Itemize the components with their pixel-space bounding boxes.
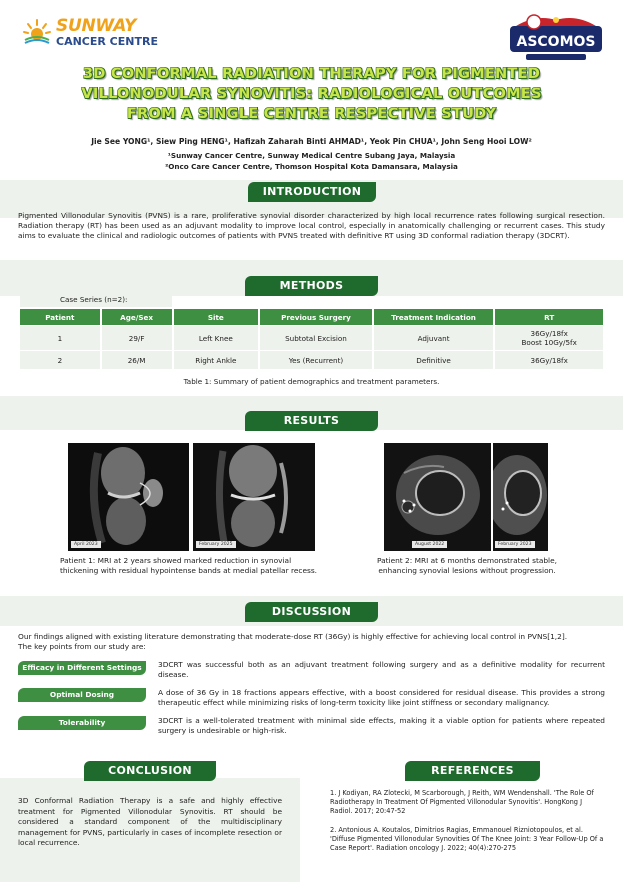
poster-title: [40, 64, 583, 124]
references-heading: REFERENCES: [405, 761, 540, 781]
discussion-intro-line-1: Our findings aligned with existing literature demonstrating that moderate-dose RT (36Gy) is highly effective for achieving local control in PVNS[1,2].: [18, 632, 568, 641]
col-previous-surgery: Previous Surgery: [260, 309, 372, 325]
patient1-caption-line-2: thickening with residual hypointense bands at medial patellar recess.: [60, 566, 318, 575]
mri-date-label: February 2025: [196, 541, 236, 548]
patient2-caption: [364, 556, 570, 576]
keypoint-label-efficacy: Efficacy in Different Settings: [18, 661, 146, 675]
discussion-intro: [18, 632, 605, 652]
keypoint-text-efficacy: 3DCRT was successful both as an adjuvant treatment following surgery and as a definitive modality for recurrent disease.: [158, 660, 605, 679]
patient1-caption-line-1: Patient 1: MRI at 2 years showed marked reduction in synovial: [60, 556, 292, 565]
table-row: [20, 326, 603, 350]
title-line-2: VILLONODULAR SYNOVITIS: RADIOLOGICAL OUTCOMES: [81, 85, 542, 102]
mri-patient1-before: [68, 443, 189, 551]
mri-date-label: February 2023: [495, 541, 535, 548]
cell-indication: Definitive: [374, 351, 494, 369]
sunway-logo: [22, 14, 182, 50]
mri-patient2-after: [493, 443, 548, 551]
results-heading: RESULTS: [245, 411, 378, 431]
cell-patient: 1: [20, 326, 100, 350]
cell-rt: [495, 326, 603, 350]
reference-item-2: 2. Antonious A. Koutalos, Dimitrios Ragias, Emmanouel Rizniotopoulos, et al. 'Diffuse Pigmented Villonodular Synovities Of The Knee Joint: 3 Year Follow-Up Of a Case Report'. Radiation oncology J. 2022; 40(4):270-275: [330, 826, 604, 852]
keypoint-label-tolerability: Tolerability: [18, 716, 146, 730]
table-caption: Table 1: Summary of patient demographics and treatment parameters.: [183, 377, 440, 386]
knee-mri-image: [193, 443, 315, 551]
cell-site: Right Ankle: [174, 351, 259, 369]
ascomos-logo: [506, 12, 606, 66]
discussion-heading: DISCUSSION: [245, 602, 378, 622]
cell-surgery: Yes (Recurrent): [260, 351, 372, 369]
mri-patient2-before: [384, 443, 491, 551]
title-line-3: FROM A SINGLE CENTRE RESPECTIVE STUDY: [126, 105, 497, 122]
rt-line-1: 36Gy/18fx: [530, 329, 568, 338]
cell-indication: Adjuvant: [374, 326, 494, 350]
keypoint-text-dosing: A dose of 36 Gy in 18 fractions appears effective, with a boost considered for residual disease. This provides a strong therapeutic effect while minimizing risks of long-term toxicity like joint stiffness or secondary malignancy.: [158, 688, 605, 707]
ankle-mri-image: [493, 443, 548, 551]
mri-date-label: August 2022: [412, 541, 447, 548]
cell-rt: 36Gy/18fx: [495, 351, 603, 369]
sunway-sun-icon: [22, 16, 52, 46]
ascomos-text: ASCOMOS: [516, 34, 596, 50]
cell-age-sex: 26/M: [102, 351, 172, 369]
patient2-caption-line-2: enhancing synovial lesions without progression.: [378, 566, 556, 575]
sunway-name: SUNWAY: [56, 16, 137, 36]
affiliation-1: ¹Sunway Cancer Centre, Sunway Medical Centre Subang Jaya, Malaysia: [167, 151, 456, 160]
discussion-intro-line-2: The key points from our study are:: [18, 642, 146, 651]
mri-patient1-after: [193, 443, 315, 551]
col-rt: RT: [495, 309, 603, 325]
intro-text: Pigmented Villonodular Synovitis (PVNS) is a rare, proliferative synovial disorder characterized by high local recurrence rates following surgical resection. Radiation therapy (RT) has been used as an adjuvant modality to improve local control, especially in anatomically challenging or recurrent cases. This study aims to evaluate the clinical and radiologic outcomes of patients with PVNS treated with definitive RT using 3D conformal radiation therapy (3DCRT).: [18, 211, 605, 240]
affiliation-2: ²Onco Care Cancer Centre, Thomson Hospital Kota Damansara, Malaysia: [165, 162, 458, 171]
reference-item-1: 1. J Kodiyan, RA Zlotecki, M Scarborough, J Reith, WM Wendenshall. 'The Role Of Radiotherapy In Treatment Of Pigmented Villonodular Synovitis'. HongKong J Radiol. 2017; 20:47-52: [330, 789, 594, 815]
intro-heading: INTRODUCTION: [248, 182, 376, 202]
table-row: [20, 351, 603, 369]
ankle-mri-image: [384, 443, 491, 551]
patient1-caption: [60, 556, 324, 576]
title-line-1: 3D CONFORMAL RADIATION THERAPY FOR PIGMENTED: [82, 65, 541, 82]
cell-patient: 2: [20, 351, 100, 369]
authors: Jie See YONG¹, Siew Ping HENG¹, Hafizah Zaharah Binti AHMAD¹, Yeok Pin CHUA¹, John Seng Hooi LOW²: [91, 137, 532, 146]
demographics-table: [18, 308, 605, 370]
methods-heading: METHODS: [245, 276, 378, 296]
patient2-caption-line-1: Patient 2: MRI at 6 months demonstrated stable,: [376, 556, 558, 565]
case-series-label: Case Series (n=2):: [20, 293, 172, 307]
mri-date-label: April 2023: [71, 541, 101, 548]
cell-age-sex: 29/F: [102, 326, 172, 350]
col-age-sex: Age/Sex: [102, 309, 172, 325]
keypoint-text-tolerability: 3DCRT is a well-tolerated treatment with minimal side effects, making it a viable option for patients where repeated surgery is undesirable or high-risk.: [158, 716, 605, 735]
knee-mri-image: [68, 443, 189, 551]
keypoint-label-dosing: Optimal Dosing: [18, 688, 146, 702]
col-site: Site: [174, 309, 259, 325]
cell-site: Left Knee: [174, 326, 259, 350]
conclusion-heading: CONCLUSION: [84, 761, 216, 781]
col-treatment-indication: Treatment Indication: [374, 309, 494, 325]
sunway-subtitle: CANCER CENTRE: [56, 35, 158, 48]
table-header-row: [20, 309, 603, 325]
cell-surgery: Subtotal Excision: [260, 326, 372, 350]
col-patient: Patient: [20, 309, 100, 325]
conclusion-text: 3D Conformal Radiation Therapy is a safe and highly effective treatment for Pigmented Villonodular Synovitis. RT should be considered a standard component of the multidisciplinary management for PVNS, particularly in cases of incomplete resection or local recurrence.: [18, 796, 282, 847]
rt-line-2: Boost 10Gy/5fx: [521, 338, 577, 347]
